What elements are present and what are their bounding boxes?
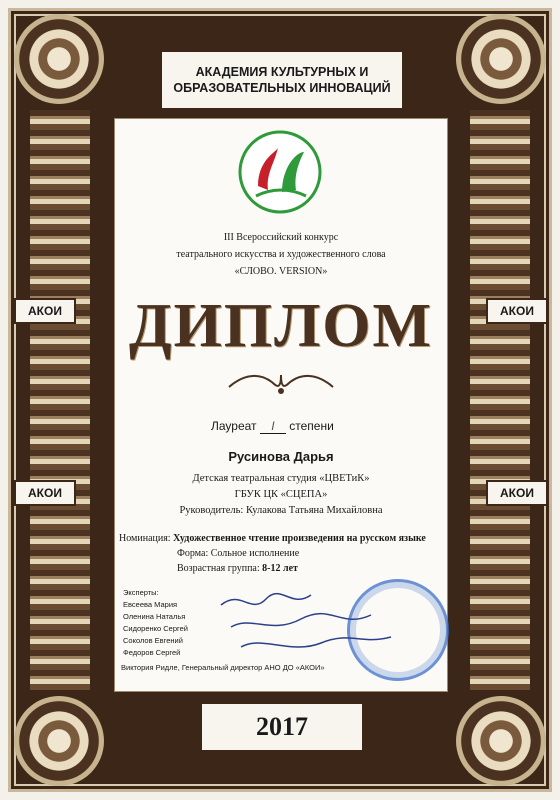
expert-name: Федоров Сергей xyxy=(123,648,181,657)
diploma-year: 2017 xyxy=(256,712,308,741)
experts-label: Эксперты: xyxy=(123,588,159,597)
contest-line1: III Всероссийский конкурс xyxy=(223,232,339,243)
age-label: Возрастная группа: xyxy=(177,563,260,574)
age-value: 8-12 лет xyxy=(262,563,298,574)
laureate-degree: I xyxy=(260,419,286,434)
academy-logo xyxy=(238,130,322,214)
academy-name-line1: АКАДЕМИЯ КУЛЬТУРНЫХ И xyxy=(195,65,369,79)
signatures xyxy=(211,585,411,665)
expert-name: Евсеева Мария xyxy=(123,600,178,609)
expert-name: Соколов Евгений xyxy=(123,636,183,645)
year-plate xyxy=(200,702,364,752)
contest-line3: «СЛОВО. VERSION» xyxy=(234,266,328,277)
recipient-studio: Детская театральная студия «ЦВЕТиК» xyxy=(192,473,370,484)
recipient-leader: Руководитель: Кулакова Татьяна Михайловна xyxy=(179,505,383,516)
director-signature-line: Виктория Ридле, Генеральный директор АНО ДО «АКОИ» xyxy=(121,663,325,672)
left-vine-ornament xyxy=(30,110,90,690)
laureate-prefix: Лауреат xyxy=(211,419,257,433)
right-vine-ornament xyxy=(470,110,530,690)
nomination-label: Номинация: xyxy=(119,533,171,544)
expert-name: Оленина Наталья xyxy=(123,612,186,621)
side-label-left-top: АКОИ xyxy=(14,298,76,324)
corner-ornament-bottom-right xyxy=(456,696,546,786)
recipient-name: Русинова Дарья xyxy=(228,449,334,464)
expert-name: Сидоренко Сергей xyxy=(123,624,188,633)
corner-ornament-top-left xyxy=(14,14,104,104)
academy-header xyxy=(160,50,404,110)
laureate-suffix: степени xyxy=(289,419,334,433)
nomination-value: Художественное чтение произведения на русском языке xyxy=(173,533,426,544)
form-label: Форма: xyxy=(177,548,209,559)
corner-ornament-top-right xyxy=(456,14,546,104)
diploma-title: ДИПЛОМ xyxy=(128,292,434,360)
flourish-ornament xyxy=(225,365,337,395)
experts-list xyxy=(123,587,188,659)
recipient-org: ГБУК ЦК «СЦЕПА» xyxy=(234,489,328,500)
laureate-line xyxy=(211,419,334,434)
side-label-left-bottom: АКОИ xyxy=(14,480,76,506)
academy-name-line2: ОБРАЗОВАТЕЛЬНЫХ ИННОВАЦИЙ xyxy=(173,81,391,95)
form-value: Сольное исполнение xyxy=(210,548,300,559)
contest-info xyxy=(115,229,447,280)
corner-ornament-bottom-left xyxy=(14,696,104,786)
side-label-right-top: АКОИ xyxy=(486,298,548,324)
side-label-right-bottom: АКОИ xyxy=(486,480,548,506)
contest-line2: театрального искусства и художественного слова xyxy=(176,249,386,260)
nomination-block xyxy=(119,531,445,576)
